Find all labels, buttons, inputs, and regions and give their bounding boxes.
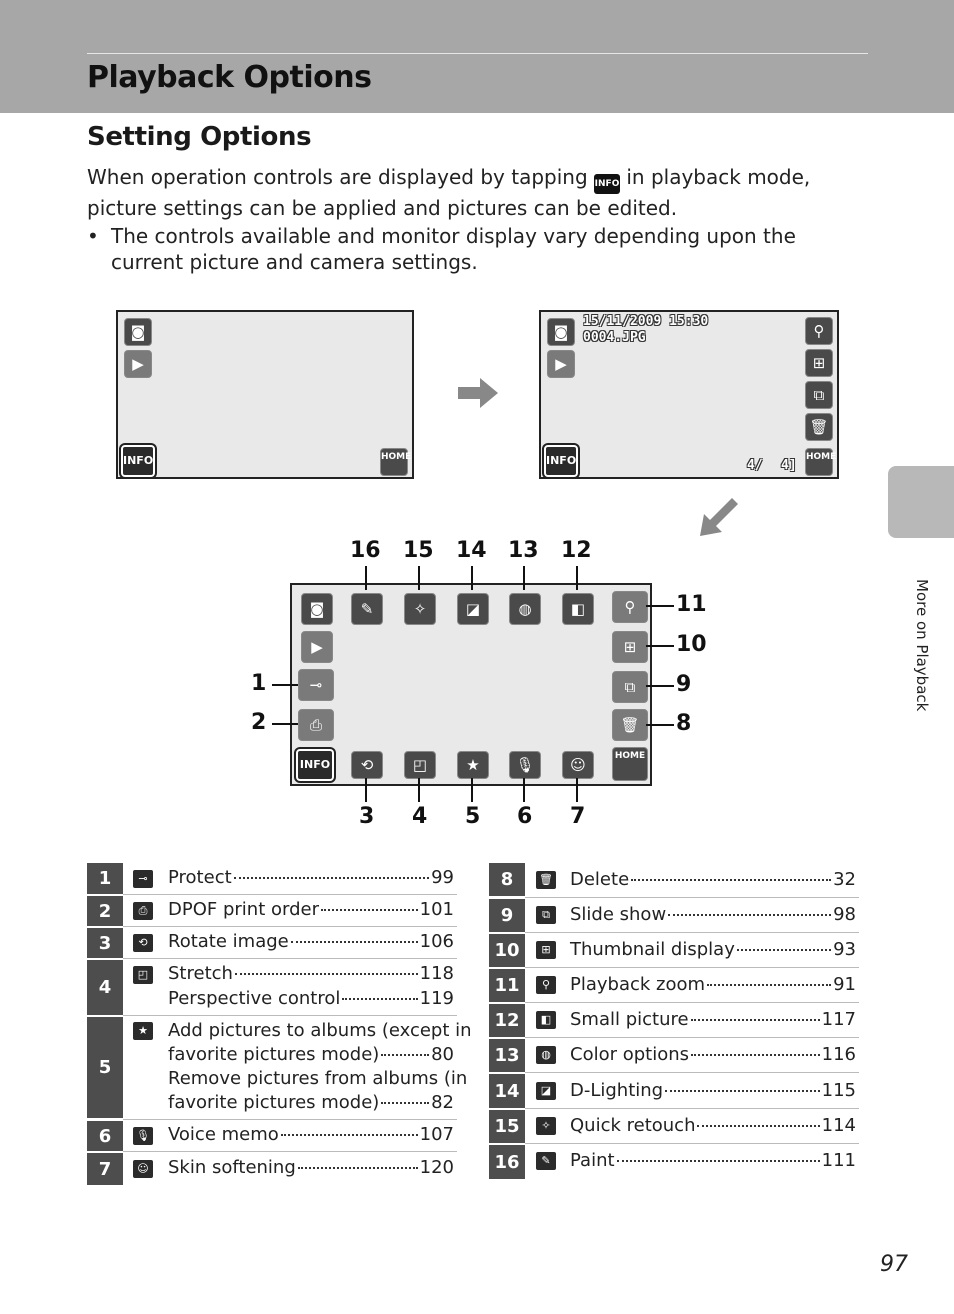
frame-counter: 4/ (747, 458, 763, 473)
quick-retouch-icon[interactable]: ✧ (404, 593, 436, 625)
callout-15: 15 (403, 538, 434, 563)
row-number: 1 (87, 863, 123, 894)
reference-table-left (87, 863, 472, 1185)
row-divider (123, 926, 457, 927)
color-options-icon[interactable]: ◍ (509, 593, 541, 625)
zoom-icon: ⚲ (536, 976, 556, 994)
callout-line (418, 778, 420, 802)
rotate-icon: ⟲ (133, 934, 153, 952)
table-row-text: Add pictures to albums (except in (168, 1020, 472, 1041)
dlighting-icon[interactable]: ◪ (457, 593, 489, 625)
color-icon: ◍ (536, 1046, 556, 1064)
paint-icon: ✎ (536, 1152, 556, 1170)
callout-10: 10 (676, 632, 707, 657)
table-row: Rotate image 106 (168, 931, 454, 952)
callout-6: 6 (517, 804, 533, 829)
callout-line (576, 778, 578, 802)
row-number: 6 (87, 1121, 123, 1151)
callout-line (646, 685, 674, 687)
arrow-diagonal-icon (698, 498, 738, 536)
home-button[interactable]: HOME (612, 747, 648, 781)
album-icon[interactable]: ★ (457, 751, 489, 779)
callout-line (646, 645, 674, 647)
print-icon: ⎙ (133, 902, 153, 920)
trash-icon[interactable]: 🗑 (805, 413, 833, 441)
playback-icon: ▶ (301, 631, 333, 663)
callout-12: 12 (561, 538, 592, 563)
table-row: Small picture 117 (570, 1009, 856, 1030)
row-number: 13 (489, 1039, 525, 1072)
callout-16: 16 (350, 538, 381, 563)
playback-icon: ▶ (547, 350, 575, 378)
paint-icon[interactable]: ✎ (351, 593, 383, 625)
callout-3: 3 (359, 804, 375, 829)
table-row: Paint 111 (570, 1150, 856, 1171)
row-divider (525, 967, 859, 968)
zoom-icon[interactable]: ⚲ (805, 317, 833, 345)
row-number: 15 (489, 1110, 525, 1143)
row-divider (123, 1151, 457, 1152)
row-divider (525, 1108, 859, 1109)
slideshow-icon[interactable]: ⧉ (805, 381, 833, 409)
callout-4: 4 (412, 804, 428, 829)
row-number: 5 (87, 1017, 123, 1118)
row-number: 10 (489, 934, 525, 967)
filename-readout: 0004.JPG (583, 330, 646, 345)
row-divider (525, 1143, 859, 1144)
row-divider (525, 1037, 859, 1038)
row-number: 3 (87, 928, 123, 958)
album-icon: ★ (133, 1022, 153, 1040)
key-icon: ⊸ (133, 870, 153, 888)
voice-memo-icon[interactable]: 🎙 (509, 751, 541, 779)
chapter-label: More on Playback (913, 579, 931, 712)
table-row: Perspective control 119 (168, 988, 454, 1009)
slideshow-icon: ⧉ (536, 906, 556, 924)
row-number: 7 (87, 1153, 123, 1185)
row-divider (525, 1002, 859, 1003)
row-number: 4 (87, 960, 123, 1015)
callout-line (365, 566, 367, 590)
row-number: 2 (87, 896, 123, 926)
playback-zoom-icon[interactable]: ⚲ (612, 591, 648, 623)
callout-line (272, 723, 298, 725)
screen-before (116, 310, 414, 479)
callout-9: 9 (676, 672, 692, 697)
table-row: Thumbnail display 93 (570, 939, 856, 960)
callout-5: 5 (465, 804, 481, 829)
callout-line (646, 724, 674, 726)
row-number: 9 (489, 899, 525, 932)
camera-icon: ◙ (547, 318, 575, 346)
table-row: Quick retouch 114 (570, 1115, 856, 1136)
callout-line (272, 684, 298, 686)
intro-before: When operation controls are displayed by tapping (87, 165, 588, 189)
stretch-icon: ◰ (133, 966, 153, 984)
screen-controls (290, 583, 652, 786)
row-divider (525, 932, 859, 933)
arrow-right-icon (458, 378, 498, 408)
table-row: Playback zoom 91 (570, 974, 856, 995)
info-button[interactable]: INFO (296, 749, 334, 781)
table-row: favorite pictures mode) 82 (168, 1092, 454, 1113)
row-number: 12 (489, 1004, 525, 1037)
banner-rule (87, 53, 868, 54)
table-row: favorite pictures mode) 80 (168, 1044, 454, 1065)
delete-icon[interactable]: 🗑 (612, 709, 648, 741)
table-row: Skin softening 120 (168, 1157, 454, 1178)
small-picture-icon: ◧ (536, 1011, 556, 1029)
intro-paragraph (87, 163, 867, 223)
page-number: 97 (880, 1252, 908, 1277)
trash-icon: 🗑 (536, 871, 556, 889)
intro-after: in playback mode, picture settings can be applied and pictures can be edited. (87, 165, 811, 220)
reference-table-right (489, 863, 859, 1179)
chapter-tab (888, 466, 954, 538)
title-banner (0, 0, 954, 113)
row-divider (123, 958, 457, 959)
callout-line (471, 778, 473, 802)
home-button[interactable]: HOME (805, 448, 833, 476)
small-picture-icon[interactable]: ◧ (562, 593, 594, 625)
callout-line (418, 566, 420, 590)
row-divider (123, 1119, 457, 1120)
thumbnail-icon[interactable]: ⊞ (805, 349, 833, 377)
table-row: Stretch 118 (168, 963, 454, 984)
skin-softening-icon[interactable]: ☺ (562, 751, 594, 779)
table-row: Voice memo 107 (168, 1124, 454, 1145)
skin-icon: ☺ (133, 1160, 153, 1178)
protect-key-icon[interactable]: ⊸ (298, 669, 334, 701)
stretch-icon[interactable]: ◰ (404, 751, 436, 779)
section-title: Setting Options (87, 122, 312, 152)
callout-line (523, 778, 525, 802)
thumbnail-display-icon[interactable]: ⊞ (612, 631, 648, 663)
row-divider (525, 1072, 859, 1073)
row-divider (123, 894, 457, 895)
callout-13: 13 (508, 538, 539, 563)
callout-1: 1 (251, 671, 267, 696)
info-button[interactable]: INFO (544, 445, 578, 477)
retouch-icon: ✧ (536, 1117, 556, 1135)
print-order-icon[interactable]: ⎙ (298, 709, 334, 741)
camera-icon: ◙ (301, 593, 333, 625)
page-title: Playback Options (87, 60, 372, 95)
row-divider (123, 1015, 457, 1016)
mic-icon: 🎙 (133, 1127, 153, 1145)
table-row: DPOF print order 101 (168, 899, 454, 920)
camera-icon: ◙ (124, 318, 152, 346)
callout-14: 14 (456, 538, 487, 563)
bullet-dot: • (87, 224, 99, 248)
table-row: Delete 32 (570, 869, 856, 890)
playback-icon: ▶ (124, 350, 152, 378)
row-number: 14 (489, 1074, 525, 1108)
row-number: 8 (489, 863, 525, 896)
screen-after (539, 310, 839, 479)
rotate-icon[interactable]: ⟲ (351, 751, 383, 779)
thumbnail-icon: ⊞ (536, 941, 556, 959)
callout-2: 2 (251, 710, 267, 735)
table-row: D-Lighting 115 (570, 1080, 856, 1101)
slide-show-icon[interactable]: ⧉ (612, 671, 648, 703)
callout-11: 11 (676, 592, 707, 617)
bullet-text: The controls available and monitor display vary depending upon the current picture and camera settings. (111, 224, 796, 274)
table-row-text: Remove pictures from albums (in (168, 1068, 468, 1089)
datetime-readout: 15/11/2009 15:30 (583, 314, 709, 329)
info-button[interactable]: INFO (121, 445, 155, 477)
dlighting-icon: ◪ (536, 1082, 556, 1100)
callout-line (576, 566, 578, 590)
row-divider (525, 897, 859, 898)
callout-line (523, 566, 525, 590)
row-number: 11 (489, 969, 525, 1002)
frame-total: 4] (781, 458, 797, 473)
info-button-icon: INFO (594, 174, 620, 194)
callout-line (471, 566, 473, 590)
table-row: Color options 116 (570, 1044, 856, 1065)
table-row: Slide show 98 (570, 904, 856, 925)
row-number: 16 (489, 1145, 525, 1179)
callout-line (365, 778, 367, 802)
table-row: Protect 99 (168, 867, 454, 888)
callout-line (646, 605, 674, 607)
home-button[interactable]: HOME (380, 448, 408, 476)
callout-7: 7 (570, 804, 586, 829)
bullet-note (87, 223, 847, 275)
callout-8: 8 (676, 711, 692, 736)
